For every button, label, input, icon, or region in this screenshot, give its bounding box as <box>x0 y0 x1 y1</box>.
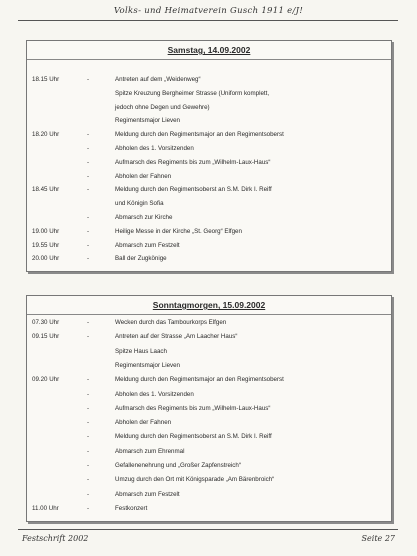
schedule-text: Abmarsch zum Ehrenmal <box>115 447 185 455</box>
bullet-dash: - <box>87 131 90 139</box>
header-divider <box>18 20 398 21</box>
schedule-text: Spitze Haus Laach <box>115 347 167 355</box>
section-title: Samstag, 14.09.2002 <box>167 45 251 55</box>
schedule-text: Aufmarsch des Regiments bis zum „Wilhelm-Laux-Haus“ <box>115 404 271 412</box>
schedule-text: Gefallenenehrung und „Großer Zapfenstreich“ <box>115 462 241 469</box>
schedule-time: 20.00 Uhr <box>32 255 60 263</box>
schedule-text: Abholen der Fahnen <box>115 419 172 427</box>
schedule-row <box>27 347 391 357</box>
schedule-time: 11.00 Uhr <box>32 504 59 512</box>
schedule-text: Abholen des 1. Vorsitzenden <box>115 390 194 398</box>
schedule-text: Umzug durch den Ort mit Königsparade „Am Bärenbroich“ <box>115 476 275 484</box>
schedule-text: Antreten auf dem „Weidenweg“ <box>115 76 201 83</box>
bullet-dash: - <box>87 490 90 498</box>
bullet-dash: - <box>87 214 90 221</box>
schedule-time: 09.15 Uhr <box>32 333 60 341</box>
schedule-text: Abholen des 1. Vorsitzenden <box>115 145 194 152</box>
schedule-row <box>27 227 391 237</box>
bullet-dash: - <box>87 376 90 384</box>
schedule-row <box>27 504 391 514</box>
schedule-row <box>27 89 391 99</box>
footer-divider <box>18 529 398 530</box>
bullet-dash: - <box>87 255 90 263</box>
schedule-time: 18.15 Uhr <box>32 76 60 83</box>
schedule-row <box>27 332 391 342</box>
bullet-dash: - <box>87 186 90 194</box>
schedule-time: 18.45 Uhr <box>32 186 60 194</box>
schedule-row <box>27 432 391 442</box>
bullet-dash: - <box>87 241 90 249</box>
schedule-text: Meldung durch den Regimentsoberst an S.M. Dirk I. Reiff <box>115 433 272 441</box>
bullet-dash: - <box>87 319 90 326</box>
page-header: Volks- und Heimatverein Gusch 1911 e/J! <box>113 6 304 16</box>
schedule-text: Antreten auf der Strasse „Am Laacher Haus“ <box>115 333 238 341</box>
schedule-text: Aufmarsch des Regiments bis zum „Wilhelm-Laux-Haus“ <box>115 158 271 166</box>
schedule-text: Regimentsmajor Lieven <box>115 361 180 369</box>
schedule-row <box>27 116 391 126</box>
schedule-text: Abmarsch zur Kirche <box>115 214 173 221</box>
schedule-row <box>27 318 391 328</box>
schedule-text: jedoch ohne Degen und Gewehre) <box>115 103 210 111</box>
schedule-text: Ball der Zugkönige <box>115 255 167 263</box>
schedule-text: Abmarsch zum Festzelt <box>115 490 180 498</box>
schedule-time: 09.20 Uhr <box>32 376 60 384</box>
bullet-dash: - <box>87 172 90 180</box>
bullet-dash: - <box>87 333 90 341</box>
bullet-dash: - <box>87 158 90 166</box>
bullet-dash: - <box>87 404 90 412</box>
schedule-saturday <box>26 40 392 272</box>
schedule-row <box>27 390 391 400</box>
section-divider <box>27 314 391 315</box>
schedule-text: Meldung durch den Regimentsmajor an den Regimentsoberst <box>115 131 284 139</box>
schedule-time: 19.55 Uhr <box>32 241 60 249</box>
schedule-time: 18.20 Uhr <box>32 131 60 139</box>
schedule-row <box>27 418 391 428</box>
bullet-dash: - <box>87 476 90 484</box>
schedule-text: Meldung durch den Regimentsmajor an den Regimentsoberst <box>115 376 284 384</box>
schedule-row <box>27 213 391 223</box>
footer-page-number: Seite 27 <box>361 534 395 543</box>
schedule-row <box>27 75 391 85</box>
schedule-row <box>27 185 391 195</box>
schedule-time: 19.00 Uhr <box>32 227 60 235</box>
schedule-row <box>27 172 391 182</box>
schedule-sunday <box>26 295 392 522</box>
bullet-dash: - <box>87 419 90 427</box>
schedule-row <box>27 241 391 251</box>
schedule-row <box>27 375 391 385</box>
schedule-row <box>27 199 391 209</box>
schedule-row <box>27 103 391 113</box>
schedule-text: Festkonzert <box>115 504 148 512</box>
schedule-text: Regimentsmajor Lieven <box>115 117 180 125</box>
schedule-text: Spitze Kreuzung Bergheimer Strasse (Uniform komplett, <box>115 89 270 97</box>
schedule-row <box>27 404 391 414</box>
section-divider <box>27 59 391 60</box>
schedule-row <box>27 447 391 457</box>
schedule-text: Abmarsch zum Festzelt <box>115 241 180 249</box>
bullet-dash: - <box>87 433 90 441</box>
schedule-text: Wecken durch das Tambourkorps Elfgen <box>115 319 227 326</box>
schedule-row <box>27 144 391 154</box>
bullet-dash: - <box>87 462 90 469</box>
bullet-dash: - <box>87 504 90 512</box>
schedule-row <box>27 158 391 168</box>
schedule-row <box>27 254 391 264</box>
schedule-text: und Königin Sofia <box>115 200 164 208</box>
footer-publication: Festschrift 2002 <box>22 534 89 543</box>
bullet-dash: - <box>87 145 90 152</box>
section-title: Sonntagmorgen, 15.09.2002 <box>152 300 266 310</box>
schedule-row <box>27 475 391 485</box>
schedule-row <box>27 490 391 500</box>
bullet-dash: - <box>87 390 90 398</box>
schedule-text: Meldung durch den Regimentsoberst an S.M. Dirk I. Reiff <box>115 186 272 194</box>
schedule-row <box>27 130 391 140</box>
bullet-dash: - <box>87 447 90 455</box>
bullet-dash: - <box>87 227 90 235</box>
bullet-dash: - <box>87 76 90 83</box>
schedule-row <box>27 461 391 471</box>
schedule-row <box>27 361 391 371</box>
schedule-time: 07.30 Uhr <box>32 319 60 326</box>
schedule-text: Abholen der Fahnen <box>115 172 172 180</box>
schedule-text: Heilige Messe in der Kirche „St. Georg“ Elfgen <box>115 227 242 235</box>
